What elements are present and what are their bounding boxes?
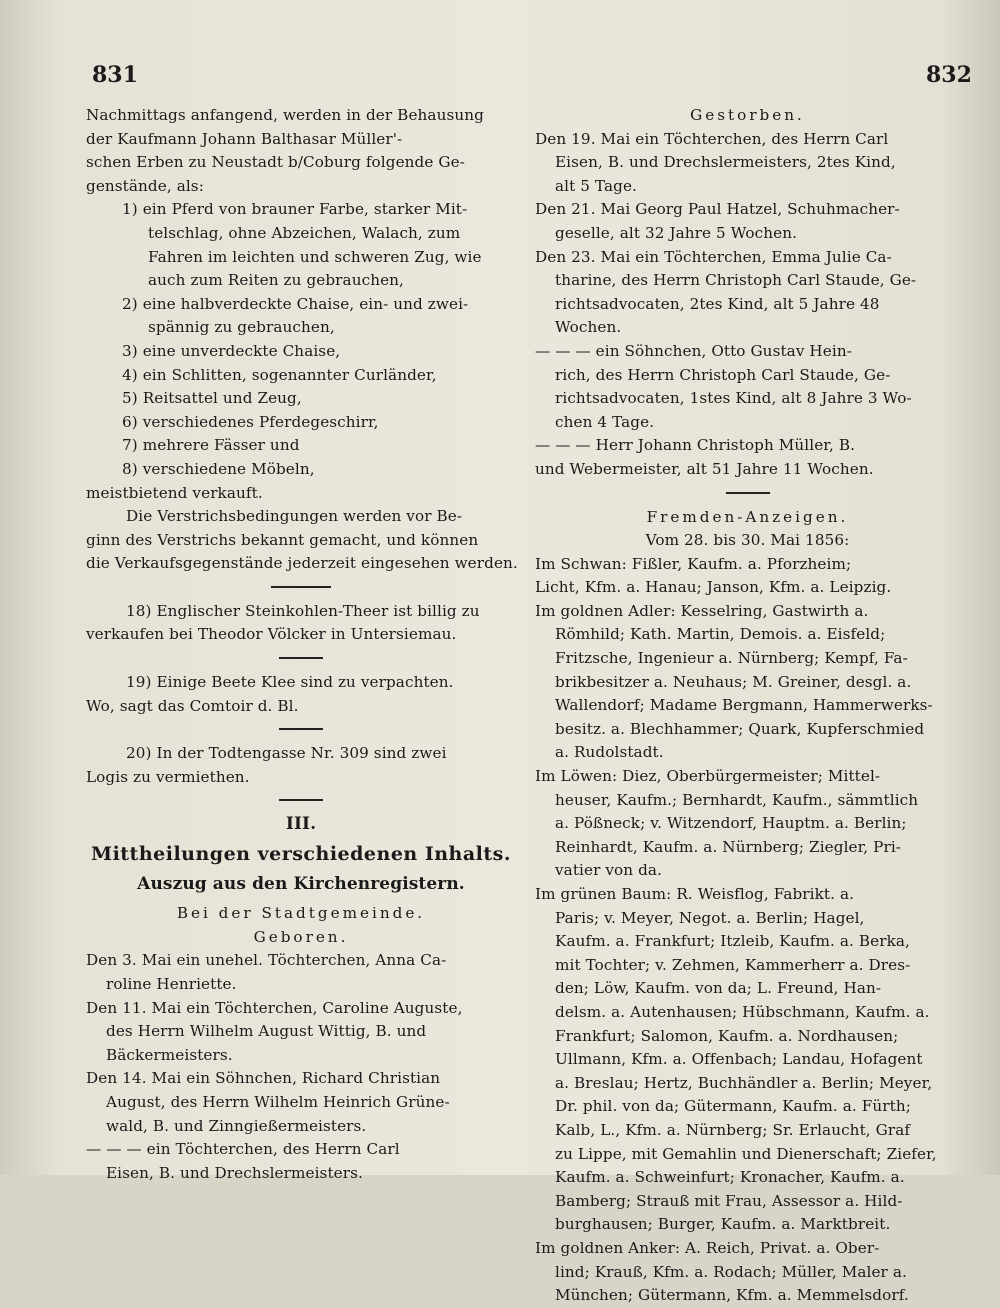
text-line: Wallendorf; Madame Bergmann, Hammerwerks-	[555, 696, 933, 715]
section-title: Mittheilungen verschiedenen Inhalts.	[91, 843, 511, 866]
left-column	[86, 104, 516, 1185]
text-line: Den 3. Mai ein unehel. Töchterchen, Anna Ca-	[86, 951, 447, 970]
visitors-dates: Vom 28. bis 30. Mai 1856:	[645, 531, 850, 550]
text-line: der Kaufmann Johann Balthasar Müller'-	[86, 129, 403, 148]
auction-intro	[86, 104, 516, 198]
text-line: den; Löw, Kaufm. von da; L. Freund, Han-	[555, 979, 882, 998]
text-line: verkaufen bei Theodor Völcker in Untersiemau.	[86, 625, 457, 644]
divider	[279, 657, 323, 659]
text-line: Im grünen Baum: R. Weisflog, Fabrikt. a.	[535, 885, 855, 903]
item-line: 5) Reitsattel und Zeug,	[122, 389, 302, 408]
text-line: Eisen, B. und Drechslermeisters.	[106, 1163, 363, 1182]
visitors-heading: Fremden-Anzeigen.	[646, 507, 849, 526]
auction-conditions	[86, 505, 516, 576]
text-line: 20) In der Todtengasse Nr. 309 sind zwei	[126, 744, 447, 763]
text-line: zu Lippe, mit Gemahlin und Dienerschaft; Ziefer,	[555, 1144, 937, 1163]
visitors-list	[535, 553, 960, 1308]
text-line: — — — ein Töchterchen, des Herrn Carl	[86, 1140, 400, 1159]
text-line: Reinhardt, Kaufm. a. Nürnberg; Ziegler, Pri-	[555, 837, 902, 856]
closing-line: meistbietend verkauft.	[86, 483, 263, 502]
text-line: Kalb, L., Kfm. a. Nürnberg; Sr. Erlaucht, Graf	[555, 1120, 911, 1139]
item-line: 4) ein Schlitten, sogenannter Curländer,	[122, 365, 437, 384]
text-line: Im goldnen Anker: A. Reich, Privat. a. Ober-	[535, 1238, 880, 1257]
text-line: Den 19. Mai ein Töchterchen, des Herrn Carl	[535, 129, 889, 148]
text-line: geselle, alt 32 Jahre 5 Wochen.	[555, 223, 798, 242]
text-line: richtsadvocaten, 1stes Kind, alt 8 Jahre 3 Wo-	[555, 389, 912, 408]
text-line: Kaufm. a. Schweinfurt; Kronacher, Kaufm. a.	[555, 1168, 905, 1187]
text-line: Dr. phil. von da; Gütermann, Kaufm. a. Fürth;	[555, 1097, 911, 1116]
text-line: lind; Krauß, Kfm. a. Rodach; Müller, Maler a.	[555, 1262, 907, 1281]
text-line: a. Rudolstadt.	[555, 743, 664, 762]
text-line: a. Breslau; Hertz, Buchhändler a. Berlin; Meyer,	[555, 1073, 933, 1092]
text-line: Bamberg; Strauß mit Frau, Assessor a. Hild-	[555, 1191, 903, 1210]
text-line: des Herrn Wilhelm August Wittig, B. und	[106, 1022, 427, 1041]
text-line: und Webermeister, alt 51 Jahre 11 Wochen.	[535, 459, 874, 478]
text-line: — — — Herr Johann Christoph Müller, B.	[535, 436, 856, 455]
births-list	[86, 949, 516, 1185]
text-line: Im Schwan: Fißler, Kaufm. a. Pforzheim;	[535, 554, 852, 573]
text-line: die Verkaufsgegenstände jederzeit eingesehen werden.	[86, 554, 518, 573]
advert-20	[86, 742, 516, 789]
text-line: Logis zu vermiethen.	[86, 767, 250, 786]
text-line: Frankfurt; Salomon, Kaufm. a. Nordhausen;	[555, 1026, 899, 1045]
text-line: Wochen.	[555, 318, 622, 337]
text-line: Römhild; Kath. Martin, Demois. a. Eisfeld;	[555, 625, 886, 644]
right-column	[535, 104, 960, 1308]
text-line: — — — ein Söhnchen, Otto Gustav Hein-	[535, 341, 852, 360]
text-line: Wo, sagt das Comtoir d. Bl.	[86, 696, 299, 715]
text-line: wald, B. und Zinngießermeisters.	[106, 1116, 367, 1135]
item-line: 2) eine halbverdeckte Chaise, ein- und zwei-	[122, 294, 469, 313]
text-line: rich, des Herrn Christoph Carl Staude, Ge-	[555, 365, 891, 384]
text-line: roline Henriette.	[106, 975, 237, 993]
item-line: 6) verschiedenes Pferdegeschirr,	[122, 412, 379, 431]
page-number-right: 832	[926, 62, 972, 88]
text-line: München; Gütermann, Kfm. a. Memmelsdorf.	[555, 1286, 909, 1305]
auction-items	[86, 198, 516, 481]
item-line: 8) verschiedene Möbeln,	[122, 459, 315, 478]
text-line: Den 23. Mai ein Töchterchen, Emma Julie Ca-	[535, 247, 892, 266]
text-line: Den 21. Mai Georg Paul Hatzel, Schuhmacher-	[535, 200, 900, 219]
text-line: Im Löwen: Diez, Oberbürgermeister; Mittel-	[535, 767, 881, 786]
advert-19	[86, 671, 516, 718]
divider	[726, 492, 770, 494]
item-line: 7) mehrere Fässer und	[122, 436, 300, 455]
text-line: alt 5 Tage.	[555, 176, 637, 195]
text-line: Ullmann, Kfm. a. Offenbach; Landau, Hofagent	[555, 1050, 923, 1069]
text-line: heuser, Kaufm.; Bernhardt, Kaufm., sämmtlich	[555, 790, 919, 809]
item-line: 3) eine unverdeckte Chaise,	[122, 341, 341, 360]
text-line: Fritzsche, Ingenieur a. Nürnberg; Kempf, Fa-	[555, 649, 908, 668]
text-line: Die Verstrichsbedingungen werden vor Be-	[126, 507, 463, 526]
item-line: 1) ein Pferd von brauner Farbe, starker Mit-	[122, 200, 468, 219]
text-line: a. Pößneck; v. Witzendorf, Hauptm. a. Berlin;	[555, 814, 907, 833]
text-line: Licht, Kfm. a. Hanau; Janson, Kfm. a. Leipzig.	[535, 578, 892, 597]
item-line: auch zum Reiten zu gebrauchen,	[148, 271, 404, 290]
divider	[279, 728, 323, 730]
item-line: Fahren im leichten und schweren Zug, wie	[148, 247, 482, 266]
text-line: 18) Englischer Steinkohlen-Theer ist billig zu	[126, 601, 480, 620]
born-heading: Geboren.	[253, 927, 349, 946]
item-line: spännig zu gebrauchen,	[148, 318, 335, 337]
text-line: besitz. a. Blechhammer; Quark, Kupferschmied	[555, 719, 925, 738]
text-line: Den 14. Mai ein Söhnchen, Richard Christian	[86, 1069, 441, 1088]
text-line: delsm. a. Autenhausen; Hübschmann, Kaufm. a.	[555, 1002, 930, 1021]
divider	[279, 799, 323, 801]
text-line: Den 11. Mai ein Töchterchen, Caroline Auguste,	[86, 998, 463, 1017]
page-number-left: 831	[92, 62, 138, 88]
text-line: Eisen, B. und Drechslermeisters, 2tes Kind,	[555, 153, 896, 172]
text-line: Im goldnen Adler: Kesselring, Gastwirth a.	[535, 601, 869, 620]
text-line: chen 4 Tage.	[555, 412, 655, 431]
text-line: August, des Herrn Wilhelm Heinrich Grüne-	[106, 1092, 450, 1111]
text-line: genstände, als:	[86, 176, 204, 195]
died-heading: Gestorben.	[690, 106, 805, 124]
text-line: Kaufm. a. Frankfurt; Itzleib, Kaufm. a. Berka,	[555, 932, 910, 951]
deaths-list	[535, 128, 960, 482]
text-line: schen Erben zu Neustadt b/Coburg folgende Ge-	[86, 153, 465, 172]
item-line: telschlag, ohne Abzeichen, Walach, zum	[148, 223, 461, 242]
text-line: Bäckermeisters.	[106, 1045, 233, 1064]
parish-heading: Bei der Stadtgemeinde.	[176, 904, 426, 923]
text-line: Nachmittags anfangend, werden in der Behausung	[86, 106, 484, 124]
text-line: burghausen; Burger, Kaufm. a. Marktbreit.	[555, 1215, 891, 1234]
text-line: vatier von da.	[555, 861, 663, 880]
text-line: brikbesitzer a. Neuhaus; M. Greiner, desgl. a.	[555, 672, 912, 691]
sub-title: Auszug aus den Kirchenregistern.	[137, 873, 465, 894]
advert-18	[86, 600, 516, 647]
text-line: mit Tochter; v. Zehmen, Kammerherr a. Dres-	[555, 955, 911, 974]
text-line: tharine, des Herrn Christoph Carl Staude, Ge-	[555, 271, 917, 290]
text-line: Paris; v. Meyer, Negot. a. Berlin; Hagel,	[555, 908, 865, 927]
divider	[271, 586, 331, 588]
section-number: III.	[285, 814, 317, 835]
text-line: ginn des Verstrichs bekannt gemacht, und können	[86, 530, 479, 549]
text-line: richtsadvocaten, 2tes Kind, alt 5 Jahre 48	[555, 294, 880, 313]
text-line: 19) Einige Beete Klee sind zu verpachten.	[126, 673, 454, 692]
